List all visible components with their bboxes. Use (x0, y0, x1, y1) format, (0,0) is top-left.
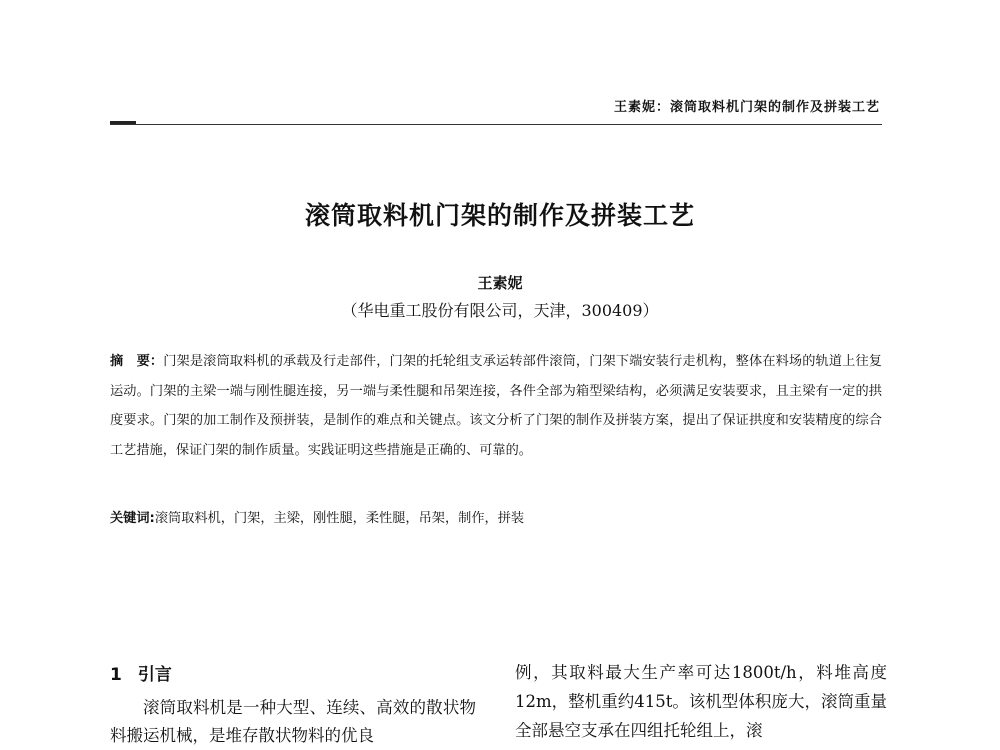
section-title: 引言 (137, 665, 172, 685)
right-column (515, 658, 887, 745)
header-rule-mark (110, 121, 136, 124)
abstract-text: 门架是滚筒取料机的承载及行走部件，门架的托轮组支承运转部件滚筒，门架下端安装行走机构，整体在料场的轨道上往复运动。门架的主梁一端与刚性腿连接，另一端与柔性腿和吊架连接，各件全部为箱型梁结构，必须满足安装要求，且主梁有一定的拱度要求。门架的加工制作及预拼装，是制作的难点和关键点。该文分析了门架的制作及拼装方案，提出了保证拱度和安装精度的综合工艺措施，保证门架的制作质量。实践证明这些措施是正确的、可靠的。 (110, 354, 882, 458)
body-paragraph-left: 滚筒取料机是一种大型、连续、高效的散状物料搬运机械，是堆存散状物料的优良 (110, 698, 476, 745)
body-paragraph-right: 例，其取料最大生产率可达1800t/h，料堆高度 12m，整机重约415t。该机型体积庞大，滚筒重量全部悬空支承在四组托轮组上，滚 (515, 663, 887, 740)
section-heading (110, 662, 476, 688)
keywords (110, 507, 882, 531)
keywords-text: 滚筒取料机，门架，主梁，刚性腿，柔性腿，吊架，制作，拼装 (154, 511, 525, 526)
section-number: 1 (110, 665, 122, 685)
header-rule (110, 124, 882, 125)
running-title: 王素妮：滚筒取料机门架的制作及拼装工艺 (613, 100, 880, 115)
abstract-label: 摘 要： (110, 354, 164, 369)
left-column (110, 662, 476, 750)
author-name: 王素妮 (477, 274, 523, 292)
abstract (110, 347, 882, 465)
author-affiliation: （华电重工股份有限公司，天津，300409） (341, 301, 659, 320)
keywords-label: 关键词: (110, 511, 155, 526)
paper-title: 滚筒取料机门架的制作及拼装工艺 (304, 201, 695, 230)
